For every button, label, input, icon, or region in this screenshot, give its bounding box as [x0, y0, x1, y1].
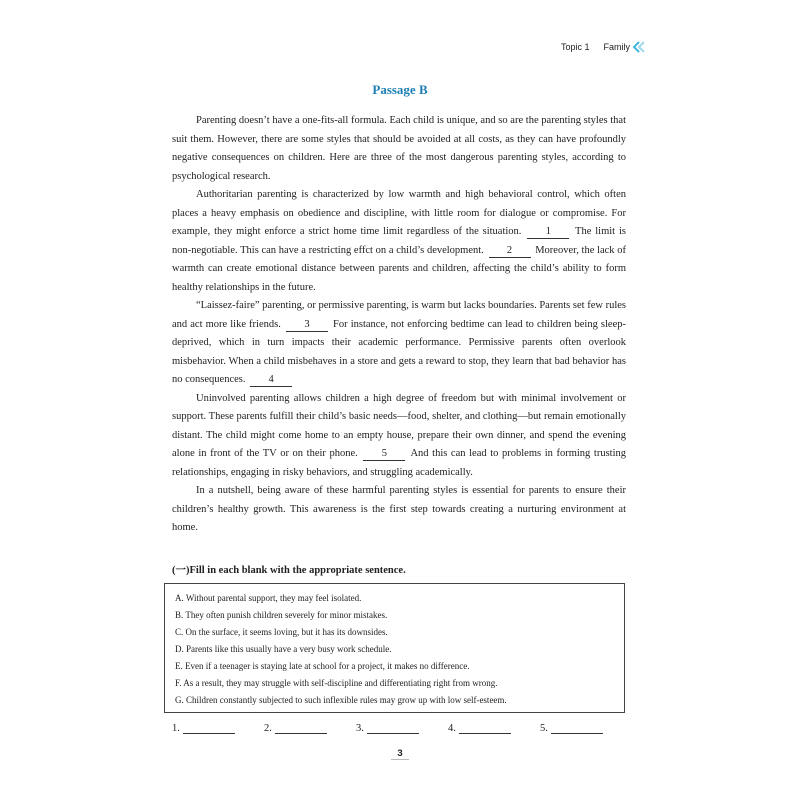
paragraph-text: For instance, not enforcing bedtime can lead to children being sleep-deprived, which in turn impacts their academic performance. Permissive parents often overlook misbehavior. When a child misbehaves in a store and gets a reward to stop, they learn that bad behavior has no consequences.: [172, 318, 626, 385]
header-topic: Topic 1: [560, 42, 590, 52]
blank-5: 5: [363, 447, 405, 461]
answer-line[interactable]: [367, 722, 419, 734]
option-item: G. Children constantly subjected to such inflexible rules may grow up with low self-esteem.: [175, 695, 507, 705]
paragraph: [172, 297, 626, 390]
option-item: B. They often punish children severely for minor mistakes.: [175, 610, 388, 620]
paragraph: [172, 112, 626, 186]
blank-3: 3: [286, 318, 328, 332]
answer-number: 2.: [264, 723, 272, 734]
paragraph-text: Uninvolved parenting allows children a high degree of freedom but with minimal involvement or support. These parents fulfill their child’s basic needs—food, shelter, and clothing—but remain emotionally distant. The child might come home to an empty house, prepare their own dinner, and spend the evening alone in front of the TV or on their phone.: [172, 392, 626, 459]
paragraph-text: Moreover, the lack of warmth can create emotional distance between parents and children, affecting the child’s ability to form healthy relationships in the future.: [172, 244, 626, 293]
answer-number: 5.: [540, 723, 548, 734]
paragraph-text: Authoritarian parenting is characterized by low warmth and high behavioral control, which often places a heavy emphasis on obedience and discipline, with little room for dialogue or compromise. For example, they might enforce a strict home time limit regardless of the situation.: [172, 189, 626, 237]
answer-row: [172, 722, 632, 734]
answer-slot: [448, 722, 540, 734]
page-number: [0, 748, 800, 760]
paragraph: [172, 390, 626, 483]
answer-slot: [356, 722, 448, 734]
double-chevron-left-icon: [632, 40, 646, 54]
answer-slot: [172, 722, 264, 734]
answer-number: 1.: [172, 723, 180, 734]
answer-line[interactable]: [459, 722, 511, 734]
option-item: C. On the surface, it seems loving, but it has its downsides.: [175, 627, 388, 637]
answer-line[interactable]: [275, 722, 327, 734]
blank-1: 1: [527, 225, 569, 239]
answer-slot: [264, 722, 356, 734]
paragraph: [172, 482, 626, 538]
option-item: E. Even if a teenager is staying late at school for a project, it makes no difference.: [175, 661, 470, 671]
paragraph-text: The limit is non-negotiable. This can have a restricting effct on a child’s development.: [172, 226, 626, 256]
passage-title: Passage B: [372, 82, 428, 97]
paragraph-text: Parenting doesn’t have a one-fits-all formula. Each child is unique, and so are the parenting styles that suit them. However, there are some styles that should be avoided at all costs, as they can have profoundly negative consequences on children. Here are three of the most dangerous parenting styles, according to psychological research.: [172, 115, 626, 182]
blank-2: 2: [489, 244, 531, 258]
paragraph-text: In a nutshell, being aware of these harmful parenting styles is essential for parents to ensure their children’s healthy growth. This awareness is the first step towards creating a nurturing environment at home.: [172, 485, 626, 533]
page-number-text: 3: [391, 748, 408, 760]
answer-number: 4.: [448, 723, 456, 734]
answer-number: 3.: [356, 723, 364, 734]
blank-4: 4: [250, 373, 292, 387]
option-item: A. Without parental support, they may feel isolated.: [175, 593, 362, 603]
answer-line[interactable]: [551, 722, 603, 734]
paragraph-text: “Laissez-faire” parenting, or permissive parenting, is warm but lacks boundaries. Parents set few rules and act more like friends.: [172, 300, 626, 330]
answer-line[interactable]: [183, 722, 235, 734]
paragraph: [172, 186, 626, 297]
header-section: Family: [603, 42, 630, 52]
passage-body: [172, 112, 626, 538]
paragraph-text: And this can lead to problems in forming trusting relationships, engaging in risky behaviors, and struggling academically.: [172, 448, 627, 478]
task-instruction: (一)Fill in each blank with the appropriate sentence.: [172, 565, 406, 576]
option-item: D. Parents like this usually have a very busy work schedule.: [175, 644, 392, 654]
answer-slot: [540, 722, 632, 734]
option-item: F. As a result, they may struggle with self-discipline and differentiating right from wrong.: [175, 678, 498, 688]
options-box: [164, 583, 625, 713]
